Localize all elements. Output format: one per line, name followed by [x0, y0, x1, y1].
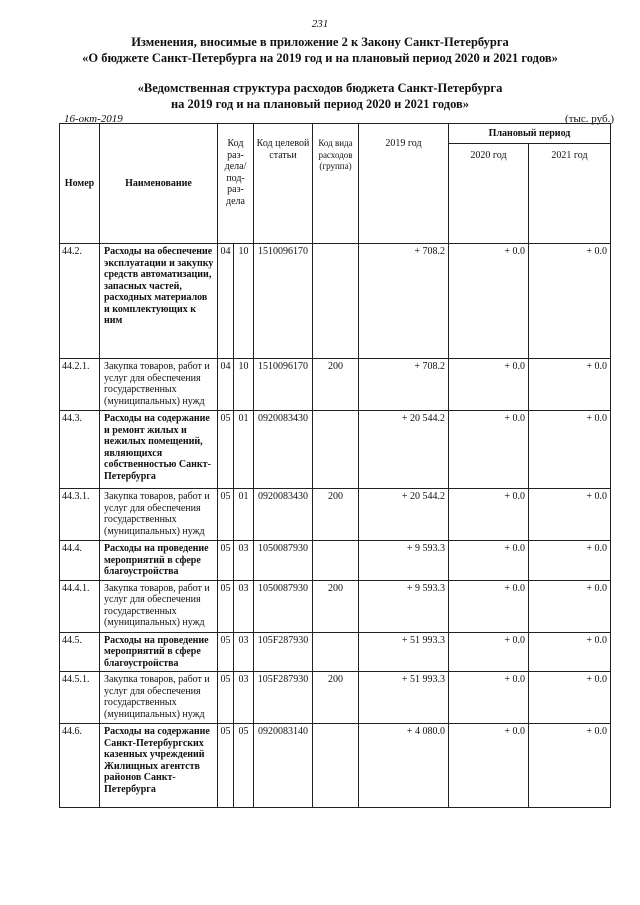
row-target-code: 0920083430	[254, 489, 313, 541]
document-subtitle	[0, 80, 640, 112]
row-value-2019: + 51 993.3	[359, 672, 449, 724]
row-value-2021: + 0.0	[529, 632, 611, 672]
row-subsection-code: 01	[234, 489, 254, 541]
row-number: 44.6.	[60, 724, 100, 808]
row-kind-code: 200	[313, 580, 359, 632]
row-value-2021: + 0.0	[529, 359, 611, 411]
table-row	[60, 724, 611, 808]
row-subsection-code: 03	[234, 580, 254, 632]
title-line-4: на 2019 год и на плановый период 2020 и 2021 годов»	[170, 97, 470, 111]
row-value-2019: + 9 593.3	[359, 580, 449, 632]
row-value-2020: + 0.0	[449, 359, 529, 411]
row-value-2020: + 0.0	[449, 724, 529, 808]
row-target-code: 1050087930	[254, 541, 313, 581]
row-number: 44.2.	[60, 244, 100, 359]
table-row	[60, 672, 611, 724]
row-value-2021: + 0.0	[529, 541, 611, 581]
row-name: Расходы на обеспечение эксплуатации и закупку средств автоматизации, запасных частей, расходных материалов и комплектующих к ним	[100, 244, 218, 359]
row-number: 44.4.1.	[60, 580, 100, 632]
row-value-2021: + 0.0	[529, 489, 611, 541]
header-section-code: Код раз-дела/ под-раз-дела	[218, 124, 254, 244]
row-number: 44.3.1.	[60, 489, 100, 541]
row-subsection-code: 10	[234, 244, 254, 359]
row-value-2020: + 0.0	[449, 580, 529, 632]
row-target-code: 0920083430	[254, 411, 313, 489]
row-name: Закупка товаров, работ и услуг для обеспечения государственных (муниципальных) нужд	[100, 580, 218, 632]
title-line-1: Изменения, вносимые в приложение 2 к Закону Санкт-Петербурга	[131, 35, 509, 49]
row-target-code: 1510096170	[254, 359, 313, 411]
row-kind-code	[313, 244, 359, 359]
row-value-2020: + 0.0	[449, 541, 529, 581]
row-value-2021: + 0.0	[529, 411, 611, 489]
row-value-2019: + 51 993.3	[359, 632, 449, 672]
row-value-2019: + 20 544.2	[359, 411, 449, 489]
row-number: 44.2.1.	[60, 359, 100, 411]
row-subsection-code: 10	[234, 359, 254, 411]
row-target-code: 1510096170	[254, 244, 313, 359]
row-target-code: 105F287930	[254, 632, 313, 672]
row-value-2021: + 0.0	[529, 672, 611, 724]
row-subsection-code: 01	[234, 411, 254, 489]
row-name: Расходы на проведение мероприятий в сфере благоустройства	[100, 632, 218, 672]
row-section-code: 05	[218, 672, 234, 724]
row-value-2020: + 0.0	[449, 489, 529, 541]
table-row	[60, 580, 611, 632]
row-section-code: 05	[218, 580, 234, 632]
row-section-code: 05	[218, 724, 234, 808]
row-kind-code	[313, 541, 359, 581]
row-name: Закупка товаров, работ и услуг для обеспечения государственных (муниципальных) нужд	[100, 359, 218, 411]
row-number: 44.5.	[60, 632, 100, 672]
row-kind-code	[313, 724, 359, 808]
row-name: Расходы на содержание Санкт-Петербургских казенных учреждений Жилищных агентств районов Санкт-Петербурга	[100, 724, 218, 808]
header-2020: 2020 год	[449, 144, 529, 244]
row-value-2019: + 9 593.3	[359, 541, 449, 581]
row-section-code: 05	[218, 411, 234, 489]
row-value-2021: + 0.0	[529, 244, 611, 359]
table-row	[60, 632, 611, 672]
document-title	[0, 34, 640, 66]
row-value-2020: + 0.0	[449, 672, 529, 724]
document-date: 16-окт-2019	[64, 113, 123, 125]
header-2019: 2019 год	[359, 124, 449, 244]
row-value-2020: + 0.0	[449, 244, 529, 359]
row-value-2020: + 0.0	[449, 411, 529, 489]
table-row	[60, 541, 611, 581]
row-value-2021: + 0.0	[529, 580, 611, 632]
title-line-2: «О бюджете Санкт-Петербурга на 2019 год и на плановый период 2020 и 2021 годов»	[82, 51, 558, 65]
row-value-2020: + 0.0	[449, 632, 529, 672]
row-name: Закупка товаров, работ и услуг для обеспечения государственных (муниципальных) нужд	[100, 489, 218, 541]
row-subsection-code: 03	[234, 541, 254, 581]
row-value-2019: + 20 544.2	[359, 489, 449, 541]
row-subsection-code: 03	[234, 672, 254, 724]
row-value-2019: + 4 080.0	[359, 724, 449, 808]
row-section-code: 04	[218, 244, 234, 359]
row-number: 44.4.	[60, 541, 100, 581]
table-row	[60, 359, 611, 411]
row-subsection-code: 05	[234, 724, 254, 808]
row-name: Расходы на содержание и ремонт жилых и нежилых помещений, являющихся собственностью Санкт-Петербурга	[100, 411, 218, 489]
row-kind-code	[313, 411, 359, 489]
row-target-code: 105F287930	[254, 672, 313, 724]
row-value-2019: + 708.2	[359, 359, 449, 411]
row-kind-code: 200	[313, 489, 359, 541]
row-section-code: 05	[218, 632, 234, 672]
header-name: Наименование	[100, 124, 218, 244]
header-kind-code: Код вида расходов (группа)	[313, 124, 359, 244]
row-section-code: 04	[218, 359, 234, 411]
table-row	[60, 489, 611, 541]
title-line-3: «Ведомственная структура расходов бюджета Санкт-Петербурга	[137, 81, 503, 95]
row-value-2019: + 708.2	[359, 244, 449, 359]
row-target-code: 0920083140	[254, 724, 313, 808]
row-kind-code	[313, 632, 359, 672]
units-label: (тыс. руб.)	[565, 113, 614, 125]
header-planned-period: Плановый период	[449, 124, 611, 144]
row-target-code: 1050087930	[254, 580, 313, 632]
header-2021: 2021 год	[529, 144, 611, 244]
header-number: Номер	[60, 124, 100, 244]
row-kind-code: 200	[313, 672, 359, 724]
table-row	[60, 411, 611, 489]
table-row	[60, 244, 611, 359]
header-target-code: Код целевой статьи	[254, 124, 313, 244]
row-number: 44.3.	[60, 411, 100, 489]
page-number: 231	[311, 18, 329, 30]
row-value-2021: + 0.0	[529, 724, 611, 808]
row-section-code: 05	[218, 541, 234, 581]
budget-table	[59, 123, 611, 808]
row-subsection-code: 03	[234, 632, 254, 672]
row-name: Расходы на проведение мероприятий в сфере благоустройства	[100, 541, 218, 581]
row-kind-code: 200	[313, 359, 359, 411]
row-section-code: 05	[218, 489, 234, 541]
row-name: Закупка товаров, работ и услуг для обеспечения государственных (муниципальных) нужд	[100, 672, 218, 724]
row-number: 44.5.1.	[60, 672, 100, 724]
